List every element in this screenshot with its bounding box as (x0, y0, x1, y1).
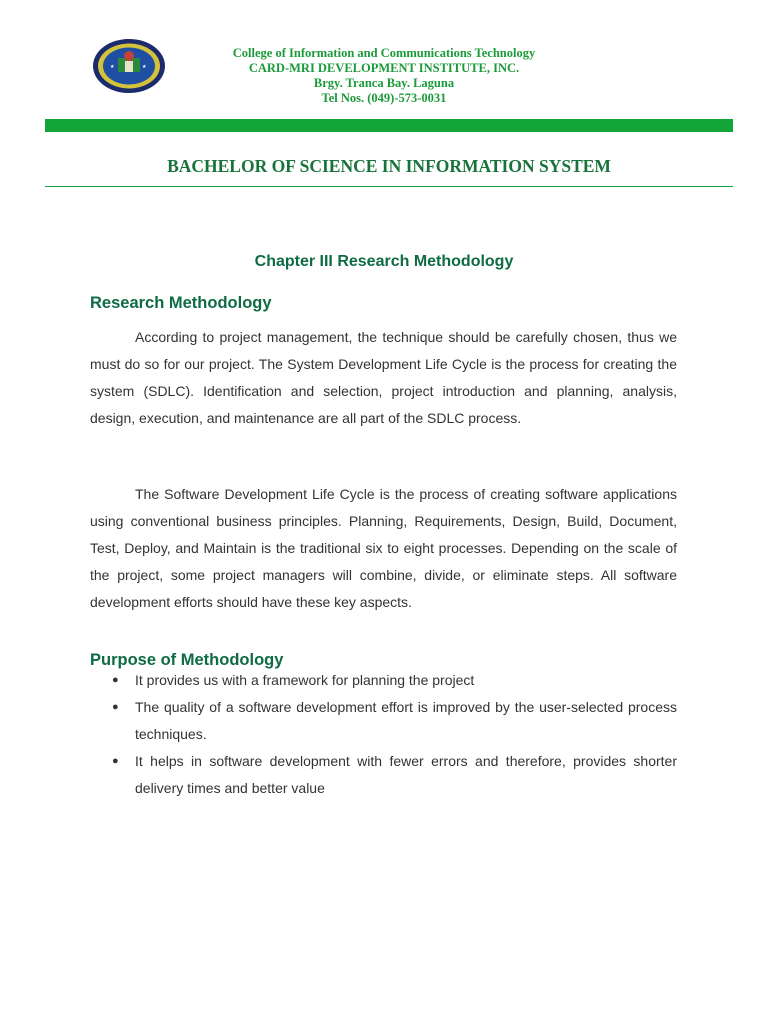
header-divider-bar (45, 119, 733, 132)
svg-text:★: ★ (110, 64, 115, 70)
research-paragraph-2: The Software Development Life Cycle is the process of creating software applications using conventional business principles. Planning, Requirements, Design, Build, Document, Test, Deploy, and Maintain is the traditional six to eight processes. Depending on the scale of the project, some project managers will combine, divide, or eliminate steps. All software development efforts should have these key aspects. (90, 486, 677, 610)
bullet-icon: ● (112, 674, 119, 686)
institution-seal-logo (92, 38, 166, 94)
institute-address: Brgy. Tranca Bay. Laguna (313, 76, 455, 90)
list-item (90, 667, 677, 694)
institution-header (160, 46, 608, 106)
research-methodology-heading: Research Methodology (90, 294, 272, 312)
institute-name: CARD-MRI DEVELOPMENT INSTITUTE, INC. (248, 61, 520, 75)
institute-phone: Tel Nos. (049)-573-0031 (321, 91, 447, 105)
list-item-text: It helps in software development with fewer errors and therefore, provides shorter delivery times and better value (135, 753, 677, 796)
chapter-title: Chapter III Research Methodology (254, 253, 514, 270)
list-item (90, 694, 677, 748)
program-title: BACHELOR OF SCIENCE IN INFORMATION SYSTEM (167, 156, 611, 176)
list-item-text: The quality of a software development effort is improved by the user-selected process techniques. (135, 699, 677, 742)
svg-text:★: ★ (142, 64, 147, 70)
list-item-text: It provides us with a framework for planning the project (135, 672, 475, 688)
list-item (90, 748, 677, 802)
program-divider-line (45, 186, 733, 187)
bullet-icon: ● (112, 701, 119, 713)
college-name: College of Information and Communications Technology (232, 46, 536, 60)
bullet-icon: ● (112, 755, 119, 767)
purpose-heading: Purpose of Methodology (90, 651, 284, 669)
purpose-bullet-list (90, 667, 677, 802)
research-paragraph-1: According to project management, the technique should be carefully chosen, thus we must do so for our project. The System Development Life Cycle is the process for creating the system (SDLC). Identification and selection, project introduction and planning, analysis, design, execution, and maintenance are all part of the SDLC process. (90, 329, 677, 426)
